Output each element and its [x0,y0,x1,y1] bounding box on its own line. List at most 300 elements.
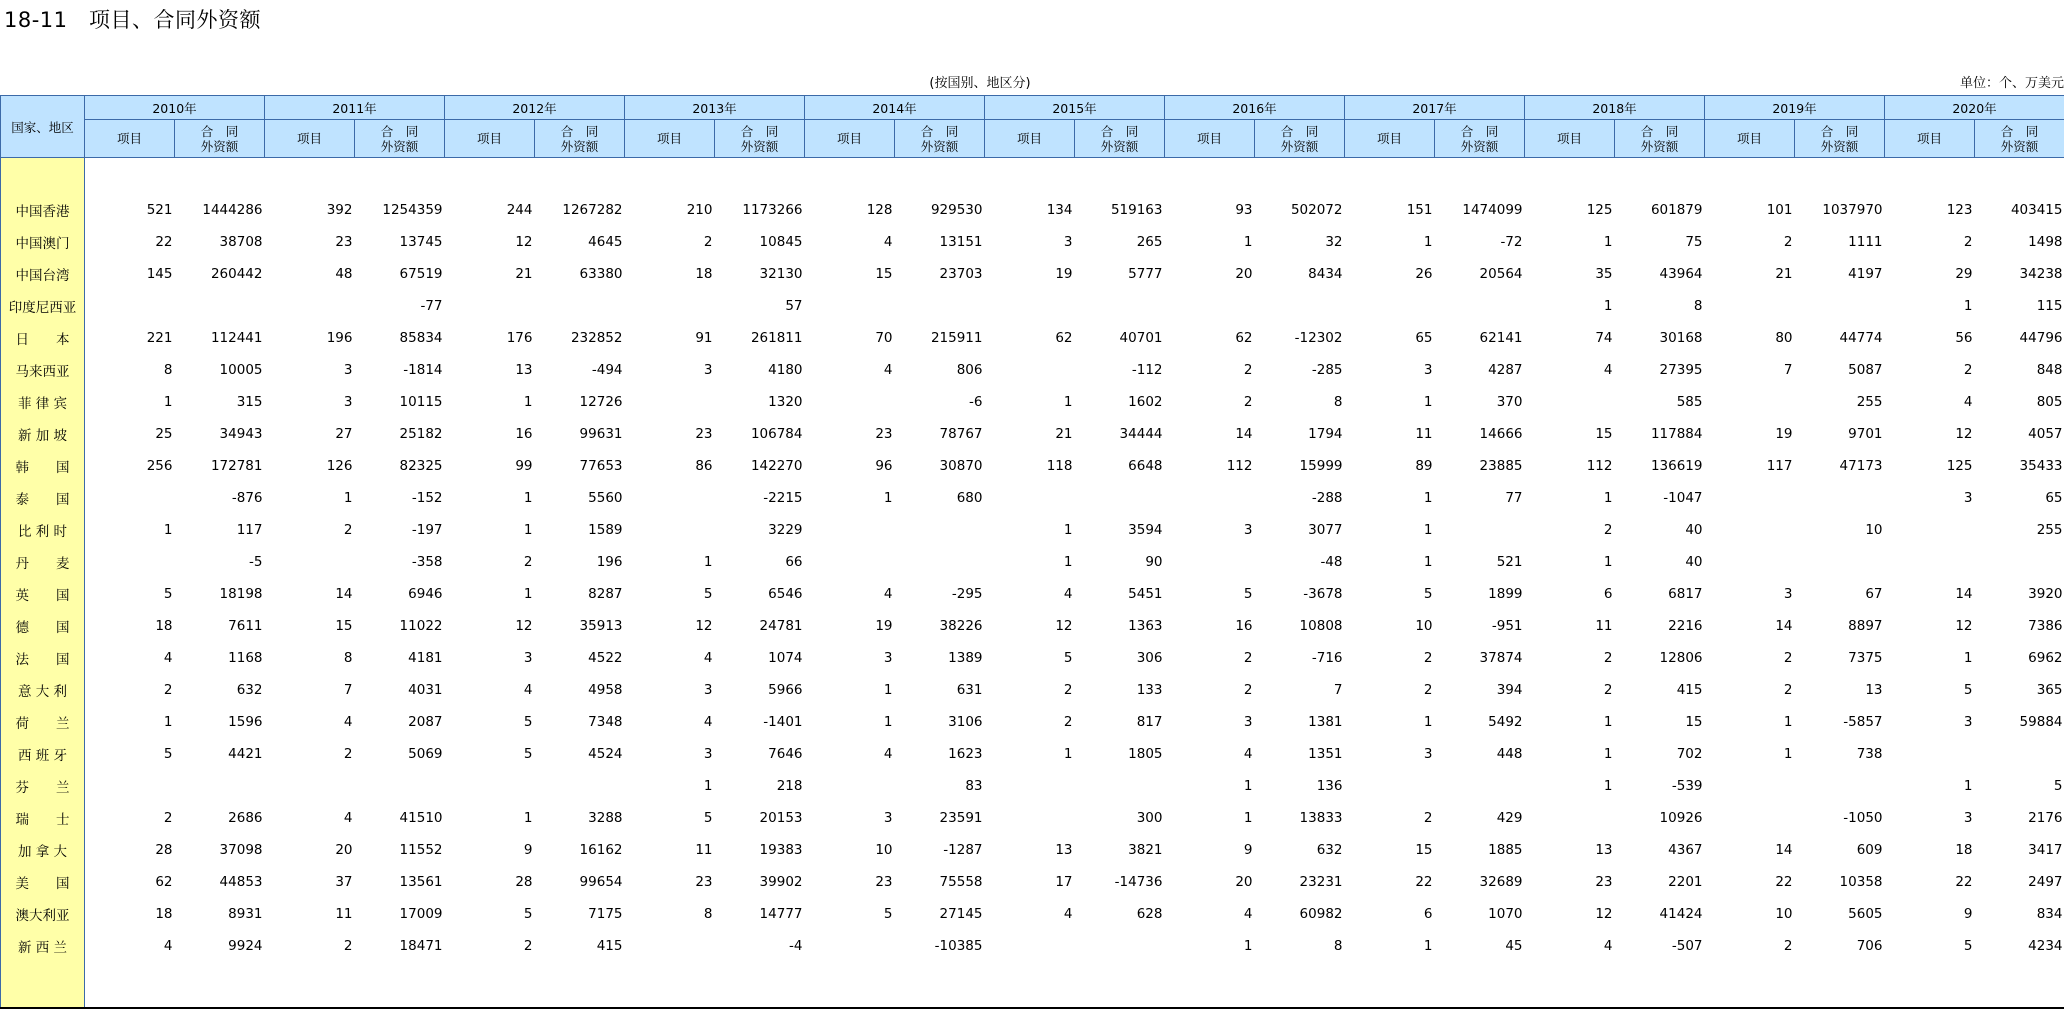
contract-amount-cell: 6546 [768,586,803,602]
contract-amount-cell: 5087 [1848,362,1883,378]
project-count-cell: 23 [875,426,893,442]
contract-amount-cell: 7646 [768,746,803,762]
contract-amount-cell: 1389 [948,650,983,666]
project-count-cell: 4 [883,362,893,378]
contract-amount-cell: 2201 [1668,874,1703,890]
contract-amount-cell: 2176 [2028,810,2063,826]
contract-amount-cell: -494 [591,362,623,378]
project-count-cell: 5 [1423,586,1433,602]
project-count-cell: 2 [1783,682,1793,698]
project-count-cell: 1 [1603,714,1613,730]
contract-amount-cell: 502072 [1290,202,1343,218]
project-count-cell: 1 [1423,554,1433,570]
contract-amount-cell: -6 [969,394,983,410]
project-count-cell: 1 [1423,714,1433,730]
contract-amount-cell: 75 [1685,234,1703,250]
project-count-header: 项目 [85,120,175,158]
project-count-cell [265,770,355,802]
project-count-cell: 3 [703,746,713,762]
project-count-cell [1525,802,1615,834]
contract-amount-cell: 585 [1676,394,1703,410]
project-count-cell: 14 [1235,426,1253,442]
contract-amount-cell: 8287 [588,586,623,602]
contract-amount-cell: 255 [2036,522,2063,538]
project-count-cell: 4 [1243,746,1253,762]
contract-amount-cell: 215911 [930,330,983,346]
contract-amount-cell: 848 [2036,362,2063,378]
project-count-cell: 1 [1963,298,1973,314]
contract-amount-header-line2: 外资额 [200,138,239,154]
country-name: 比 利 时 [1,514,85,546]
table-row [1,514,2064,546]
project-count-cell: 1 [1783,714,1793,730]
project-count-cell: 15 [875,266,893,282]
project-count-cell: 22 [1415,874,1433,890]
contract-amount-cell: 43964 [1659,266,1703,282]
contract-amount-cell: 44774 [1839,330,1883,346]
contract-amount-cell: 1111 [1848,234,1883,250]
project-count-cell: 21 [515,266,533,282]
project-count-cell: 2 [1423,682,1433,698]
project-count-cell: 2 [523,554,533,570]
country-name: 新 西 兰 [1,930,85,962]
project-count-cell: 2 [1063,682,1073,698]
contract-amount-cell: 4181 [408,650,443,666]
contract-amount-cell [535,770,625,802]
project-count-cell: 1 [1603,298,1613,314]
project-count-cell: 48 [335,266,353,282]
project-count-cell: 5 [703,810,713,826]
contract-amount-cell: 255 [1856,394,1883,410]
project-count-cell [1705,514,1795,546]
contract-amount-cell: 44796 [2019,330,2063,346]
project-count-cell [985,354,1075,386]
project-count-cell [1345,290,1435,322]
contract-amount-cell: 1623 [948,746,983,762]
contract-amount-cell: 365 [2036,682,2063,698]
project-count-cell: 3 [1243,522,1253,538]
country-name: 西 班 牙 [1,738,85,770]
contract-amount-cell: 18198 [219,586,263,602]
contract-amount-cell: 75558 [939,874,983,890]
contract-amount-cell: 7 [1333,682,1343,698]
contract-amount-cell: 1267282 [562,202,623,218]
contract-amount-cell: 5605 [1848,906,1883,922]
project-count-header: 项目 [1885,120,1975,158]
contract-amount-cell: 805 [2036,394,2063,410]
project-count-cell: 28 [515,874,533,890]
contract-amount-header-line2: 外资额 [1460,138,1499,154]
contract-amount-cell: 4524 [588,746,623,762]
project-count-cell: 18 [155,906,173,922]
project-count-cell [625,386,715,418]
contract-amount-cell [1435,770,1525,802]
project-count-cell [1705,802,1795,834]
contract-amount-cell: 232852 [570,330,623,346]
project-count-cell: 15 [1595,426,1613,442]
project-count-cell: 96 [875,458,893,474]
contract-amount-cell: -112 [1131,362,1163,378]
project-count-cell: 3 [523,650,533,666]
country-name: 美 国 [1,866,85,898]
contract-amount-header-line2: 外资额 [380,138,419,154]
contract-amount-cell: -288 [1311,490,1343,506]
contract-amount-cell: 10115 [399,394,443,410]
project-count-cell [625,514,715,546]
contract-amount-cell: 82325 [399,458,443,474]
contract-amount-cell: 2686 [228,810,263,826]
year-header: 2018年 [1525,96,1705,120]
contract-amount-cell: 47173 [1839,458,1883,474]
project-count-cell: 1 [523,586,533,602]
table-title: 18-11 项目、合同外资额 [4,8,262,32]
project-count-cell: 14 [1955,586,1973,602]
contract-amount-cell: 6962 [2028,650,2063,666]
contract-amount-cell: 67 [1865,586,1883,602]
project-count-cell: 1 [1423,234,1433,250]
contract-amount-cell: 3821 [1128,842,1163,858]
country-name: 新 加 坡 [1,418,85,450]
contract-amount-header [355,120,445,158]
project-count-cell: 2 [1423,810,1433,826]
contract-amount-cell [1435,514,1525,546]
project-count-cell: 123 [1946,202,1973,218]
contract-amount-cell: 2497 [2028,874,2063,890]
project-count-cell: 4 [703,714,713,730]
project-count-cell [805,386,895,418]
table-row [1,386,2064,418]
year-header: 2020年 [1885,96,2064,120]
contract-amount-cell: 90 [1145,554,1163,570]
contract-amount-cell: -1814 [403,362,443,378]
project-count-cell: 5 [163,586,173,602]
project-count-cell: 6 [1603,586,1613,602]
contract-amount-header-line1: 合 同 [740,123,779,139]
project-count-cell: 9 [523,842,533,858]
project-count-cell: 1 [703,778,713,794]
project-count-cell: 27 [335,426,353,442]
project-count-cell: 62 [155,874,173,890]
contract-amount-cell: 3288 [588,810,623,826]
project-count-cell: 2 [703,234,713,250]
contract-amount-cell: -951 [1491,618,1523,634]
contract-amount-cell: 628 [1136,906,1163,922]
contract-amount-cell: 67519 [399,266,443,282]
contract-amount-cell: 306 [1136,650,1163,666]
contract-amount-cell: 261811 [750,330,803,346]
contract-amount-cell: 680 [956,490,983,506]
project-count-cell: 4 [343,810,353,826]
contract-amount-header [1795,120,1885,158]
project-count-cell: 6 [1423,906,1433,922]
contract-amount-cell [1795,482,1885,514]
country-name: 中国香港 [1,194,85,226]
contract-amount-cell: 7386 [2028,618,2063,634]
contract-amount-cell: 1173266 [742,202,803,218]
contract-amount-cell: 7375 [1848,650,1883,666]
contract-amount-cell: -358 [411,554,443,570]
table-row [1,866,2064,898]
table-row [1,290,2064,322]
project-count-cell: 145 [146,266,173,282]
project-count-cell: 1 [163,522,173,538]
contract-amount-cell: 23231 [1299,874,1343,890]
project-count-cell [985,482,1075,514]
contract-amount-cell: 34444 [1119,426,1163,442]
project-count-cell: 4 [1963,394,1973,410]
year-header: 2014年 [805,96,985,120]
contract-amount-header-line2: 外资额 [740,138,779,154]
project-count-cell: 29 [1955,266,1973,282]
contract-amount-cell [1435,290,1525,322]
project-count-cell: 5 [1963,938,1973,954]
corner-header: 国家、地区 [1,96,85,158]
project-count-cell: 4 [883,234,893,250]
country-name: 韩 国 [1,450,85,482]
project-count-cell [805,930,895,962]
project-count-cell: 7 [1783,362,1793,378]
country-name: 加 拿 大 [1,834,85,866]
table-row [1,546,2064,578]
project-count-cell: 13 [1055,842,1073,858]
project-count-cell: 5 [163,746,173,762]
table-row [1,354,2064,386]
contract-amount-cell: 12806 [1659,650,1703,666]
contract-amount-cell: 23703 [939,266,983,282]
contract-amount-cell: 40 [1685,554,1703,570]
contract-amount-cell: 25182 [399,426,443,442]
project-count-cell: 62 [1055,330,1073,346]
contract-amount-header-line1: 合 同 [560,123,599,139]
project-count-cell: 5 [523,746,533,762]
project-count-cell: 1 [1063,746,1073,762]
project-count-cell: 28 [155,842,173,858]
contract-amount-cell: 10845 [759,234,803,250]
project-count-cell: 117 [1766,458,1793,474]
contract-amount-cell: 1320 [768,394,803,410]
project-count-cell: 221 [146,330,173,346]
table-row [1,802,2064,834]
contract-amount-cell: 834 [2036,906,2063,922]
project-count-cell: 392 [326,202,353,218]
contract-amount-cell: 13745 [399,234,443,250]
contract-amount-cell: 1037970 [1822,202,1883,218]
contract-amount-cell: 16162 [579,842,623,858]
project-count-cell: 1 [523,490,533,506]
contract-amount-cell: 35433 [2019,458,2063,474]
name-column-filler [1,962,85,1008]
contract-amount-cell: 1805 [1128,746,1163,762]
country-name: 荷 兰 [1,706,85,738]
project-count-cell: 12 [515,618,533,634]
contract-amount-header-line1: 合 同 [380,123,419,139]
contract-amount-cell: 519163 [1110,202,1163,218]
project-count-cell: 10 [1415,618,1433,634]
project-count-cell [85,482,175,514]
project-count-cell: 21 [1775,266,1793,282]
contract-amount-cell: -4 [789,938,803,954]
project-count-cell: 1 [523,394,533,410]
contract-amount-cell: 1254359 [382,202,443,218]
contract-amount-cell: 4031 [408,682,443,698]
project-count-cell [85,546,175,578]
project-count-cell: 1 [1243,938,1253,954]
contract-amount-cell [175,770,265,802]
contract-amount-cell: 27145 [939,906,983,922]
project-count-cell: 151 [1406,202,1433,218]
project-count-cell: 1 [343,490,353,506]
project-count-cell: 65 [1415,330,1433,346]
contract-amount-cell: 4522 [588,650,623,666]
contract-amount-cell: 4287 [1488,362,1523,378]
project-count-cell: 112 [1226,458,1253,474]
project-count-cell: 91 [695,330,713,346]
contract-amount-cell: 4421 [228,746,263,762]
project-count-cell: 3 [1963,714,1973,730]
contract-amount-cell: 702 [1676,746,1703,762]
project-count-cell [1165,290,1255,322]
contract-amount-cell: 8 [1693,298,1703,314]
project-count-cell: 62 [1235,330,1253,346]
contract-amount-cell [1075,770,1165,802]
contract-amount-cell: 57 [785,298,803,314]
contract-amount-cell: -3678 [1303,586,1343,602]
project-count-cell: 2 [1783,234,1793,250]
contract-amount-cell: 13833 [1299,810,1343,826]
contract-amount-cell [1255,290,1345,322]
contract-amount-cell: 196 [596,554,623,570]
contract-amount-header-line2: 外资额 [1820,138,1859,154]
project-count-cell: 13 [1595,842,1613,858]
contract-amount-cell [1795,770,1885,802]
contract-amount-cell: 30168 [1659,330,1703,346]
table-row [1,578,2064,610]
project-count-cell: 3 [1243,714,1253,730]
table-subtitle: (按国别、地区分) [929,76,1031,91]
contract-amount-cell: 65 [2045,490,2063,506]
project-count-cell: 2 [1063,714,1073,730]
project-count-cell: 2 [1243,362,1253,378]
contract-amount-cell: 13 [1865,682,1883,698]
contract-amount-cell: -1050 [1843,810,1883,826]
project-count-cell: 18 [695,266,713,282]
table-row [1,898,2064,930]
contract-amount-cell: 23591 [939,810,983,826]
contract-amount-cell: 609 [1856,842,1883,858]
contract-amount-cell: 1589 [588,522,623,538]
name-column-filler [1,158,85,195]
project-count-cell: 1 [1603,554,1613,570]
country-name: 澳大利亚 [1,898,85,930]
contract-amount-cell: 1596 [228,714,263,730]
contract-amount-cell: 9701 [1848,426,1883,442]
project-count-cell: 23 [1595,874,1613,890]
table-row [1,450,2064,482]
project-count-cell [805,514,895,546]
contract-amount-header [1615,120,1705,158]
contract-amount-cell: 5777 [1128,266,1163,282]
project-count-header: 项目 [1525,120,1615,158]
contract-amount-header-line2: 外资额 [1640,138,1679,154]
table-row [1,770,2064,802]
project-count-cell: 1 [883,682,893,698]
contract-amount-cell: 5451 [1128,586,1163,602]
contract-amount-cell: 14666 [1479,426,1523,442]
contract-amount-header-line1: 合 同 [2000,123,2039,139]
project-count-cell: 12 [515,234,533,250]
contract-amount-cell: 1070 [1488,906,1523,922]
contract-amount-cell: 7611 [228,618,263,634]
project-count-cell [985,930,1075,962]
contract-amount-cell: 14777 [759,906,803,922]
contract-amount-cell: -72 [1500,234,1523,250]
table-row [1,834,2064,866]
project-count-cell: 23 [695,874,713,890]
project-count-cell: 20 [1235,874,1253,890]
contract-amount-cell: 632 [1316,842,1343,858]
project-count-cell: 8 [343,650,353,666]
year-header: 2016年 [1165,96,1345,120]
contract-amount-cell: 1899 [1488,586,1523,602]
project-count-cell: 5 [523,906,533,922]
project-count-cell: 89 [1415,458,1433,474]
project-count-cell: 210 [686,202,713,218]
project-count-cell: 2 [1423,650,1433,666]
project-count-cell: 4 [1603,938,1613,954]
project-count-cell: 25 [155,426,173,442]
table-row [1,322,2064,354]
contract-amount-cell: 32130 [759,266,803,282]
table-row [1,258,2064,290]
unit-label: 单位：个、万美元 [1959,76,2064,91]
contract-amount-cell: -10385 [934,938,983,954]
contract-amount-header-line2: 外资额 [920,138,959,154]
project-count-cell [265,546,355,578]
contract-amount-cell: 172781 [210,458,263,474]
contract-amount-cell: 30870 [939,458,983,474]
contract-amount-cell: 1168 [228,650,263,666]
project-count-cell: 5 [1963,682,1973,698]
project-count-cell: 1 [1423,522,1433,538]
table-row [1,610,2064,642]
project-count-cell: 3 [1423,746,1433,762]
project-count-cell: 125 [1586,202,1613,218]
project-count-cell [805,770,895,802]
contract-amount-cell [1075,290,1165,322]
project-count-cell: 1 [1783,746,1793,762]
contract-amount-cell [1975,738,2064,770]
project-count-cell [985,802,1075,834]
project-count-cell: 1 [163,714,173,730]
country-name: 意 大 利 [1,674,85,706]
contract-amount-cell: -77 [420,298,443,314]
project-count-header: 项目 [805,120,895,158]
contract-amount-cell: 9924 [228,938,263,954]
country-name: 中国澳门 [1,226,85,258]
project-count-cell [625,930,715,962]
contract-amount-header-line1: 合 同 [1280,123,1319,139]
project-count-cell: 4 [1243,906,1253,922]
contract-amount-cell: 5492 [1488,714,1523,730]
year-header: 2019年 [1705,96,1885,120]
project-count-cell: 11 [695,842,713,858]
project-count-cell: 12 [695,618,713,634]
project-count-cell [445,770,535,802]
project-count-cell: 1 [523,810,533,826]
contract-amount-cell: 1381 [1308,714,1343,730]
project-count-cell: 10 [1775,906,1793,922]
project-count-cell: 176 [506,330,533,346]
